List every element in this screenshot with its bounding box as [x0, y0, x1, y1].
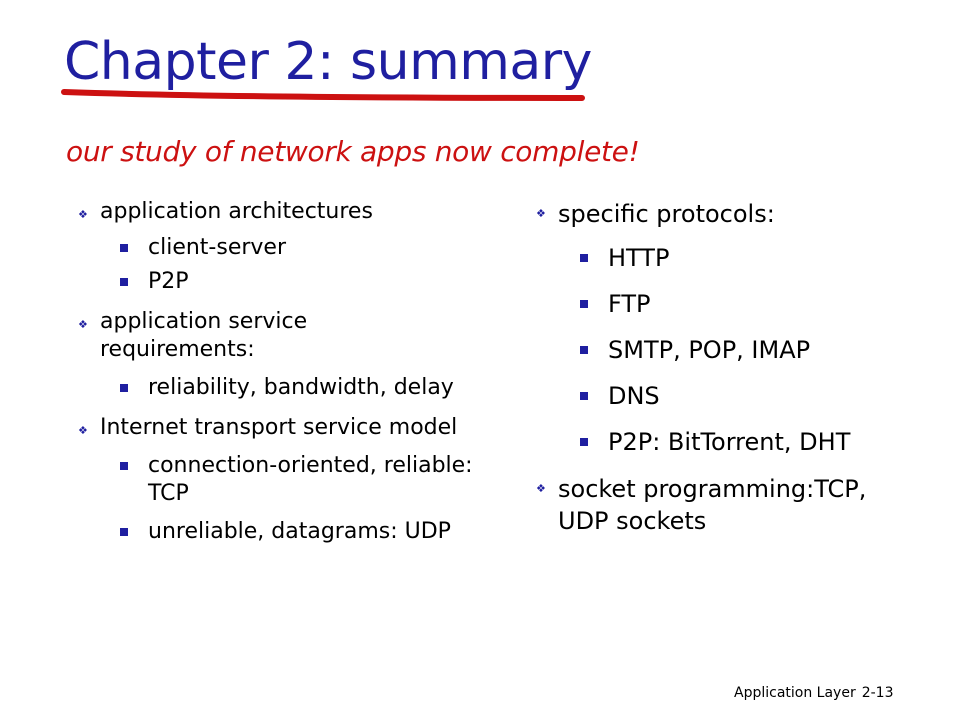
list-item	[78, 414, 470, 442]
sub-list-item	[120, 374, 518, 402]
sub-list-item-text: reliability, bandwidth, delay	[148, 375, 454, 400]
sub-list-item-text: unreliable, datagrams: UDP	[148, 519, 451, 544]
sub-list-item	[120, 268, 518, 296]
sub-list-item-text: DNS	[608, 382, 660, 410]
sub-list-item	[120, 452, 478, 508]
square-bullet-icon	[580, 392, 588, 400]
list-item-text: Internet transport service model	[100, 415, 458, 440]
list-item-text: specific protocols:	[558, 200, 775, 228]
page-number: 2-13	[861, 685, 894, 701]
square-bullet-icon	[120, 244, 128, 252]
square-bullet-icon	[120, 384, 128, 392]
four-diamond-bullet-icon: ❖	[78, 318, 88, 331]
four-diamond-bullet-icon: ❖	[536, 207, 546, 220]
square-bullet-icon	[580, 346, 588, 354]
sub-list-item	[120, 518, 518, 546]
sub-list-item-text: connection-oriented, reliable: TCP	[148, 453, 473, 506]
sub-list-item-text: P2P: BitTorrent, DHT	[608, 428, 851, 456]
footer-label: Application Layer	[734, 685, 856, 701]
square-bullet-icon	[120, 278, 128, 286]
list-item	[536, 473, 918, 537]
left-column	[78, 198, 518, 546]
list-item-text: application service requirements:	[100, 309, 308, 362]
four-diamond-bullet-icon: ❖	[78, 208, 88, 221]
square-bullet-icon	[120, 462, 128, 470]
square-bullet-icon	[580, 300, 588, 308]
list-item	[78, 198, 518, 226]
sub-list-item	[580, 242, 936, 274]
list-item-text: socket programming:TCP, UDP sockets	[558, 475, 867, 535]
sub-list-item-text: HTTP	[608, 244, 670, 272]
sub-list-item-text: SMTP, POP, IMAP	[608, 336, 811, 364]
slide-subtitle: our study of network apps now complete!	[66, 135, 640, 168]
sub-list-item	[580, 426, 936, 458]
sub-list-item	[120, 234, 518, 262]
sub-list-item	[580, 380, 936, 412]
square-bullet-icon	[120, 528, 128, 536]
sub-list-item-text: P2P	[148, 269, 189, 294]
square-bullet-icon	[580, 254, 588, 262]
square-bullet-icon	[580, 438, 588, 446]
list-item-text: application architectures	[100, 199, 373, 224]
sub-list-item-text: FTP	[608, 290, 651, 318]
four-diamond-bullet-icon: ❖	[78, 424, 88, 437]
title-underline	[60, 78, 590, 108]
sub-list-item-text: client-server	[148, 235, 287, 260]
sub-list-item	[580, 334, 936, 366]
four-diamond-bullet-icon: ❖	[536, 482, 546, 495]
sub-list-item	[580, 288, 936, 320]
slide-title: Chapter 2: summary	[64, 32, 592, 92]
list-item	[78, 308, 460, 364]
slide-footer	[734, 684, 894, 702]
list-item	[536, 198, 936, 230]
right-column	[536, 198, 936, 537]
